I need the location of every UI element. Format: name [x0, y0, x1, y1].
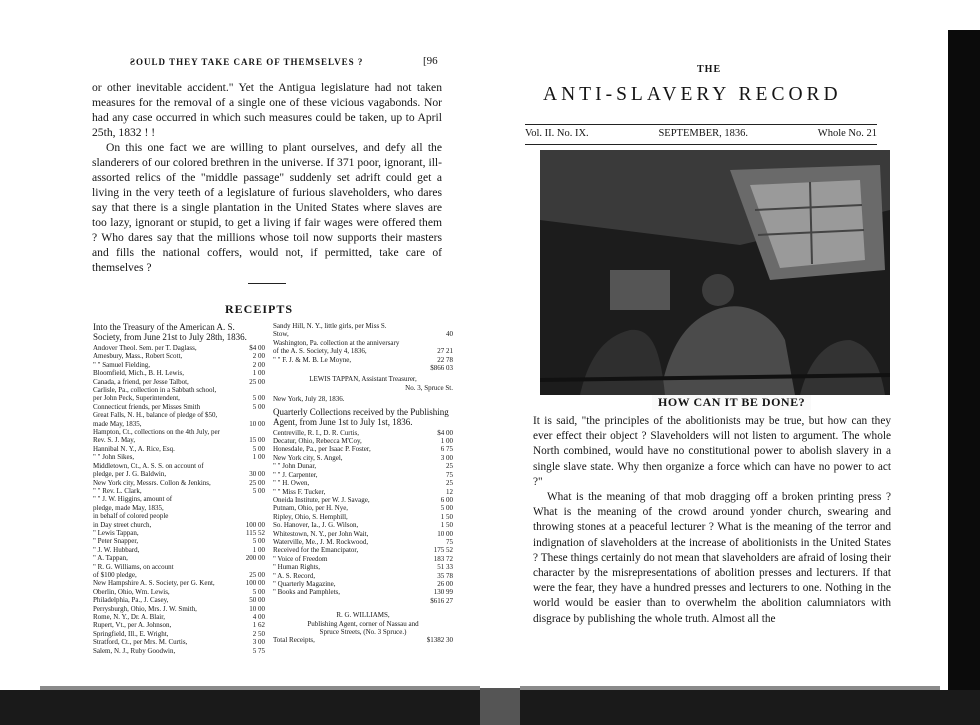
receipt-amount: 3 00 — [252, 638, 265, 647]
receipt-donor: made May, 1835, — [93, 419, 142, 428]
receipt-donor: Bloomfield, Mich., B. H. Lewis, — [93, 369, 184, 378]
treasurer-address: No. 3, Spruce St. — [405, 383, 453, 392]
receipt-row — [273, 347, 453, 355]
receipt-donor: New York city, S. Angel, — [273, 453, 343, 462]
receipt-donor: Rome, N. Y., Dr. A. Blair, — [93, 613, 166, 621]
receipt-amount: 1 62 — [252, 621, 265, 630]
receipt-amount: 25 — [446, 462, 453, 471]
receipt-donor: Salem, N. J., Ruby Goodwin, — [93, 646, 176, 655]
whole-number: Whole No. 21 — [817, 128, 877, 139]
receipt-donor: " Quarterly Magazine, — [273, 579, 336, 588]
receipts-col1-list — [93, 344, 265, 655]
receipts-col2-list — [273, 429, 453, 606]
receipt-row — [93, 344, 265, 352]
receipt-amount: 100 00 — [245, 579, 265, 588]
receipt-donor: " Human Rights, — [273, 563, 320, 572]
receipt-donor: Philadelphia, Pa., J. Casey, — [93, 596, 169, 605]
receipt-row — [93, 462, 265, 470]
receipt-row — [273, 429, 453, 437]
receipt-amount: 3 00 — [440, 453, 453, 462]
receipts-column-2 — [273, 322, 453, 645]
receipt-row — [93, 445, 265, 453]
receipt-donor: Stratford, Ct., per Mrs. M. Curtis, — [93, 638, 188, 647]
receipt-row — [273, 521, 453, 529]
receipt-amount: 5 00 — [252, 537, 265, 546]
receipt-amount: $4 00 — [249, 344, 265, 352]
receipt-row — [93, 378, 265, 386]
engraving-illustration — [540, 150, 890, 395]
receipt-row — [93, 436, 265, 444]
receipt-amount: 1 50 — [440, 521, 453, 530]
masthead-rule-bottom — [525, 144, 877, 145]
receipt-donor: Andover Theol. Sem. per T. Daglass, — [93, 344, 197, 352]
receipt-donor: Whitestown, N. Y., per John Wait, — [273, 529, 369, 538]
receipt-donor: Connecticut friends, per Misses Smith — [93, 402, 201, 411]
receipt-row — [273, 364, 453, 372]
masthead-the: THE — [697, 64, 722, 75]
scan-bar-left — [40, 686, 480, 690]
receipt-amount: 5 00 — [252, 444, 265, 453]
page-number: [96 — [423, 55, 438, 67]
volume-number: Vol. II. No. IX. — [525, 128, 589, 139]
receipt-donor: Stow, — [273, 330, 289, 339]
total-label: Total Receipts, — [273, 636, 315, 645]
right-paragraph-2: What is the meaning of that mob dragging off a broken printing press ? What is the meaning of the crowd around yonder church, swearing and throwing stones at a peaceful lecturer ? What is the meaning of the terror and indignation of slaveholders at the increase of abolitionists in the United States ? These things certainly do not mean that slaveholders are afraid of losing their character by the misrepresentations of abolition presses and lecturers. If that were the fear, they have a hundred presses and lecturers to one. Nothing in the world would be easier than to overwhelm the abolition calumniators with disgrace by publishing the whole truth. Almost all the — [533, 491, 891, 625]
right-prose — [533, 414, 891, 627]
receipt-row — [93, 470, 265, 478]
receipt-amount: 175 52 — [433, 546, 453, 555]
running-head: ƧOULD THEY TAKE CARE OF THEMSELVES ? — [130, 57, 364, 67]
receipt-row — [93, 630, 265, 638]
receipt-amount: 2 00 — [252, 360, 265, 369]
receipt-donor: Rev. S. J. May, — [93, 436, 136, 445]
receipt-row — [273, 530, 453, 538]
receipt-amount: 26 00 — [437, 579, 453, 588]
receipt-amount: 2 00 — [252, 352, 265, 361]
receipt-row — [273, 538, 453, 546]
receipt-amount: 115 52 — [246, 528, 265, 537]
receipt-amount: $866 03 — [430, 364, 453, 373]
receipt-donor: " " F. J. & M. B. Le Moyne, — [273, 355, 352, 364]
receipts-column-1 — [93, 320, 265, 655]
issue-line — [525, 128, 877, 139]
receipt-amount: 10 00 — [437, 529, 453, 538]
receipt-amount: 5 00 — [440, 504, 453, 513]
receipt-donor: " " John Sikes, — [93, 453, 135, 462]
receipt-amount: 1 00 — [252, 453, 265, 462]
receipt-donor: Perrysburgh, Ohio, Mrs. J. W. Smith, — [93, 604, 197, 613]
receipt-amount: 15 00 — [249, 436, 265, 445]
receipt-donor: New York city, Messrs. Collon & Jenkins, — [93, 478, 211, 487]
receipt-donor: Carlisle, Pa., collection in a Sabbath school, — [93, 386, 217, 395]
treasurer-name: LEWIS TAPPAN, Assistant Treasurer, — [309, 375, 417, 384]
receipt-donor: pledge, per J. G. Baldwin, — [93, 470, 167, 479]
receipt-row — [93, 546, 265, 554]
receipt-row — [273, 356, 453, 364]
receipt-donor: Amesbury, Mass., Robert Scott, — [93, 352, 183, 361]
receipt-amount: 25 00 — [249, 377, 265, 386]
receipt-amount: 12 — [446, 487, 453, 496]
receipt-row — [93, 596, 265, 604]
receipt-row — [273, 580, 453, 588]
receipt-donor: Hannibal N. Y., A. Rice, Esq. — [93, 444, 175, 453]
receipt-donor: Ripley, Ohio, S. Hemphill, — [273, 512, 348, 521]
receipt-row — [93, 537, 265, 545]
receipt-row — [93, 369, 265, 377]
receipt-donor: " " Samuel Fielding, — [93, 360, 151, 369]
receipt-donor: of $100 pledge, — [93, 570, 137, 579]
agent-address: Spruce Streets, (No. 3 Spruce.) — [319, 628, 407, 636]
receipt-donor: " " John Dunar, — [273, 462, 317, 471]
receipt-row — [273, 322, 453, 330]
receipt-row — [93, 361, 265, 369]
receipt-amount: 51 33 — [437, 563, 453, 572]
receipt-row — [93, 479, 265, 487]
receipt-donor: " Peter Snapper, — [93, 537, 139, 546]
receipt-row — [93, 411, 265, 419]
left-paragraph-2: On this one fact we are willing to plant ourselves, and defy all the slanderers of our colored brethren in the universe. If 371 poor, ignorant, ill-assorted relics of the "middle passage" suddenly set adrift could get a living in the very teeth of a legislature of furious slaveholders, who dares say that there is a single plantation in the United States where slaves are too lazy, ignorant or stupid, to get a living if fair wages were offered them ? Who dares say that the millions whose toil now supports their masters and fills the national coffers, would not, if permitted, take care of themselves ? — [92, 141, 442, 274]
receipt-amount: 25 00 — [249, 570, 265, 579]
receipt-row — [273, 597, 453, 605]
receipt-row — [93, 487, 265, 495]
receipts-dateline: New York, July 28, 1836. — [273, 395, 345, 404]
receipt-donor: Centreville, R. I., D. R. Curtis, — [273, 428, 359, 437]
receipt-donor: " A. S. Record, — [273, 571, 316, 580]
receipt-amount: 35 78 — [437, 571, 453, 580]
receipt-row — [93, 504, 265, 512]
receipt-row — [93, 495, 265, 503]
receipt-row — [93, 605, 265, 613]
receipt-donor: pledge, made May, 1835, — [93, 503, 164, 512]
receipt-amount: 10 00 — [249, 419, 265, 428]
receipt-donor: " " Miss F. Tucker, — [273, 487, 326, 496]
receipt-donor: Oberlin, Ohio, Wm. Lewis, — [93, 587, 170, 596]
receipt-row — [273, 488, 453, 496]
receipt-amount: 27 21 — [437, 347, 453, 356]
receipt-row — [93, 352, 265, 360]
receipt-row — [273, 555, 453, 563]
receipt-row — [273, 546, 453, 554]
receipt-row — [273, 471, 453, 479]
receipt-donor: Sandy Hill, N. Y., little girls, per Miss S. — [273, 322, 387, 330]
illustration-caption: HOW CAN IT BE DONE? — [652, 395, 811, 410]
receipt-row — [273, 504, 453, 512]
receipt-donor: " " H. Owen, — [273, 479, 310, 488]
receipt-row — [273, 454, 453, 462]
receipt-amount: 5 00 — [252, 394, 265, 403]
receipt-amount: $4 00 — [437, 428, 453, 437]
receipt-amount: 75 — [446, 537, 453, 546]
receipt-donor: Decatur, Ohio, Rebecca M'Coy, — [273, 437, 362, 446]
receipt-donor: " Books and Pamphlets, — [273, 588, 341, 597]
receipt-row — [273, 572, 453, 580]
masthead-title: ANTI-SLAVERY RECORD — [543, 84, 842, 105]
receipt-row — [273, 339, 453, 347]
receipt-donor: So. Hanover, Ia., J. G. Wilson, — [273, 521, 359, 530]
receipt-donor: Putnam, Ohio, per H. Nye, — [273, 504, 349, 513]
receipt-amount: 100 00 — [245, 520, 265, 529]
receipt-row — [273, 445, 453, 453]
agent-title: Publishing Agent, corner of Nassau and — [307, 619, 419, 628]
receipt-amount: 25 — [446, 479, 453, 488]
receipt-donor: Rupert, Vt., per A. Johnson, — [93, 621, 172, 630]
left-paragraph-1: or other inevitable accident." Yet the Antigua legislature had not taken measures for the removal of a single one of these vicious vagabonds. Nor had any case occurred in which such measures could be taken, up to April 25th, 1832 ! ! — [92, 81, 442, 139]
receipt-donor: in Day street church, — [93, 520, 152, 529]
receipt-donor: " Lewis Tappan, — [93, 528, 139, 537]
receipt-donor: Canada, a friend, per Jesse Talbot, — [93, 377, 189, 386]
receipt-row — [93, 571, 265, 579]
receipt-amount: 2 50 — [252, 629, 265, 638]
receipt-row — [93, 554, 265, 562]
left-prose — [92, 80, 442, 275]
receipt-donor: in behalf of colored people — [93, 512, 169, 521]
receipt-row — [273, 462, 453, 470]
receipt-amount: 183 72 — [433, 554, 453, 563]
receipt-amount: 5 00 — [252, 402, 265, 411]
right-paragraph-1: It is said, "the principles of the abolitionists may be true, but how can they ever effect their object ? Slaveholders will not listen to argument. The whole North combined, would have no constitutional power to abolish slavery in a single slave state. Why then organize a force which can have no power to act ?" — [533, 415, 891, 488]
receipts-title: RECEIPTS — [225, 302, 294, 316]
receipt-amount: 6 00 — [440, 495, 453, 504]
receipt-amount: $616 27 — [430, 596, 453, 605]
receipt-amount: 1 00 — [252, 545, 265, 554]
receipt-row — [93, 428, 265, 436]
receipt-amount: 200 00 — [245, 554, 265, 563]
receipt-row — [273, 479, 453, 487]
scan-bar-right — [520, 686, 940, 690]
receipt-row — [93, 394, 265, 402]
receipt-row — [93, 647, 265, 655]
receipts-col1-heading: Into the Treasury of the American A. S. Society, from June 21st to July 28th, 1836. — [93, 322, 247, 342]
receipt-amount: 30 00 — [249, 470, 265, 479]
receipt-amount: 130 99 — [433, 588, 453, 597]
receipt-row — [93, 521, 265, 529]
receipt-donor: Middletown, Ct., A. S. S. on account of — [93, 461, 204, 470]
receipt-row — [273, 437, 453, 445]
receipt-row — [93, 453, 265, 461]
receipt-donor: Waterville, Me., J. M. Rockwood, — [273, 537, 369, 546]
masthead-rule-top — [525, 124, 877, 125]
section-divider — [248, 283, 286, 284]
receipt-donor: Honesdale, Pa., per Isaac P. Foster, — [273, 445, 371, 454]
receipt-row — [93, 403, 265, 411]
receipt-amount: 1 00 — [252, 369, 265, 378]
receipt-amount: 22 78 — [437, 355, 453, 364]
receipt-amount: 75 — [446, 470, 453, 479]
receipts-col2-top-list — [273, 322, 453, 372]
receipt-amount: 1 50 — [440, 512, 453, 521]
engraving-scene — [540, 150, 890, 395]
receipt-row — [93, 512, 265, 520]
scan-gutter-shadow — [480, 688, 520, 725]
receipt-donor: Springfield, Ill., E. Wright, — [93, 629, 169, 638]
receipt-row — [93, 386, 265, 394]
receipt-row — [273, 513, 453, 521]
receipt-amount: 40 — [446, 330, 453, 339]
receipt-amount: 50 00 — [249, 596, 265, 605]
receipt-donor: " Voice of Freedom — [273, 554, 328, 563]
receipt-donor: of the A. S. Society, July 4, 1836, — [273, 347, 367, 356]
receipt-amount: 1 00 — [440, 437, 453, 446]
receipt-donor: Washington, Pa. collection at the anniversary — [273, 338, 400, 347]
total-amount: $1382 30 — [426, 636, 453, 645]
agent-name: R. G. WILLIAMS, — [336, 611, 390, 620]
receipt-amount: 4 00 — [252, 613, 265, 621]
receipt-donor: " " J. W. Higgins, amount of — [93, 495, 173, 504]
receipt-amount: 5 00 — [252, 587, 265, 596]
receipt-amount: 5 00 — [252, 486, 265, 495]
receipt-donor: New Hampshire A. S. Society, per G. Kent, — [93, 579, 215, 588]
receipt-row — [273, 563, 453, 571]
receipt-amount: 6 75 — [440, 445, 453, 454]
receipt-row — [93, 638, 265, 646]
receipt-donor: Hampton, Ct., collections on the 4th July, per — [93, 428, 220, 437]
receipt-donor: " " J. Carpenter, — [273, 470, 318, 479]
receipt-donor: per John Peck, Superintendent, — [93, 394, 180, 403]
receipt-row — [93, 529, 265, 537]
receipt-donor: Oneida Institute, per W. J. Savage, — [273, 495, 370, 504]
receipt-row — [93, 420, 265, 428]
receipt-donor: " A. Tappan, — [93, 554, 128, 563]
receipt-donor: " J. W. Hubbard, — [93, 545, 140, 554]
receipt-donor: Great Falls, N. H., balance of pledge of $50, — [93, 411, 218, 420]
scan-edge-right — [948, 30, 980, 725]
receipt-donor: " " Rev. L. Clark, — [93, 486, 142, 495]
issue-date: SEPTEMBER, 1836. — [658, 128, 749, 139]
receipt-amount: 10 00 — [249, 604, 265, 613]
receipt-amount: 25 00 — [249, 478, 265, 487]
total-receipts-row — [273, 636, 453, 644]
receipt-donor: Received for the Emancipator, — [273, 546, 359, 555]
receipt-row — [93, 579, 265, 587]
receipts-col2-heading: Quarterly Collections received by the Publishing Agent, from June 1st to July 1st, 1836. — [273, 406, 449, 427]
receipt-row — [273, 330, 453, 338]
receipt-row — [93, 613, 265, 621]
receipt-row — [93, 563, 265, 571]
receipt-row — [273, 588, 453, 596]
receipt-row — [93, 588, 265, 596]
receipt-row — [273, 496, 453, 504]
receipt-amount: 5 75 — [252, 646, 265, 655]
receipt-row — [93, 621, 265, 629]
receipt-donor: " R. G. Williams, on account — [93, 562, 174, 571]
